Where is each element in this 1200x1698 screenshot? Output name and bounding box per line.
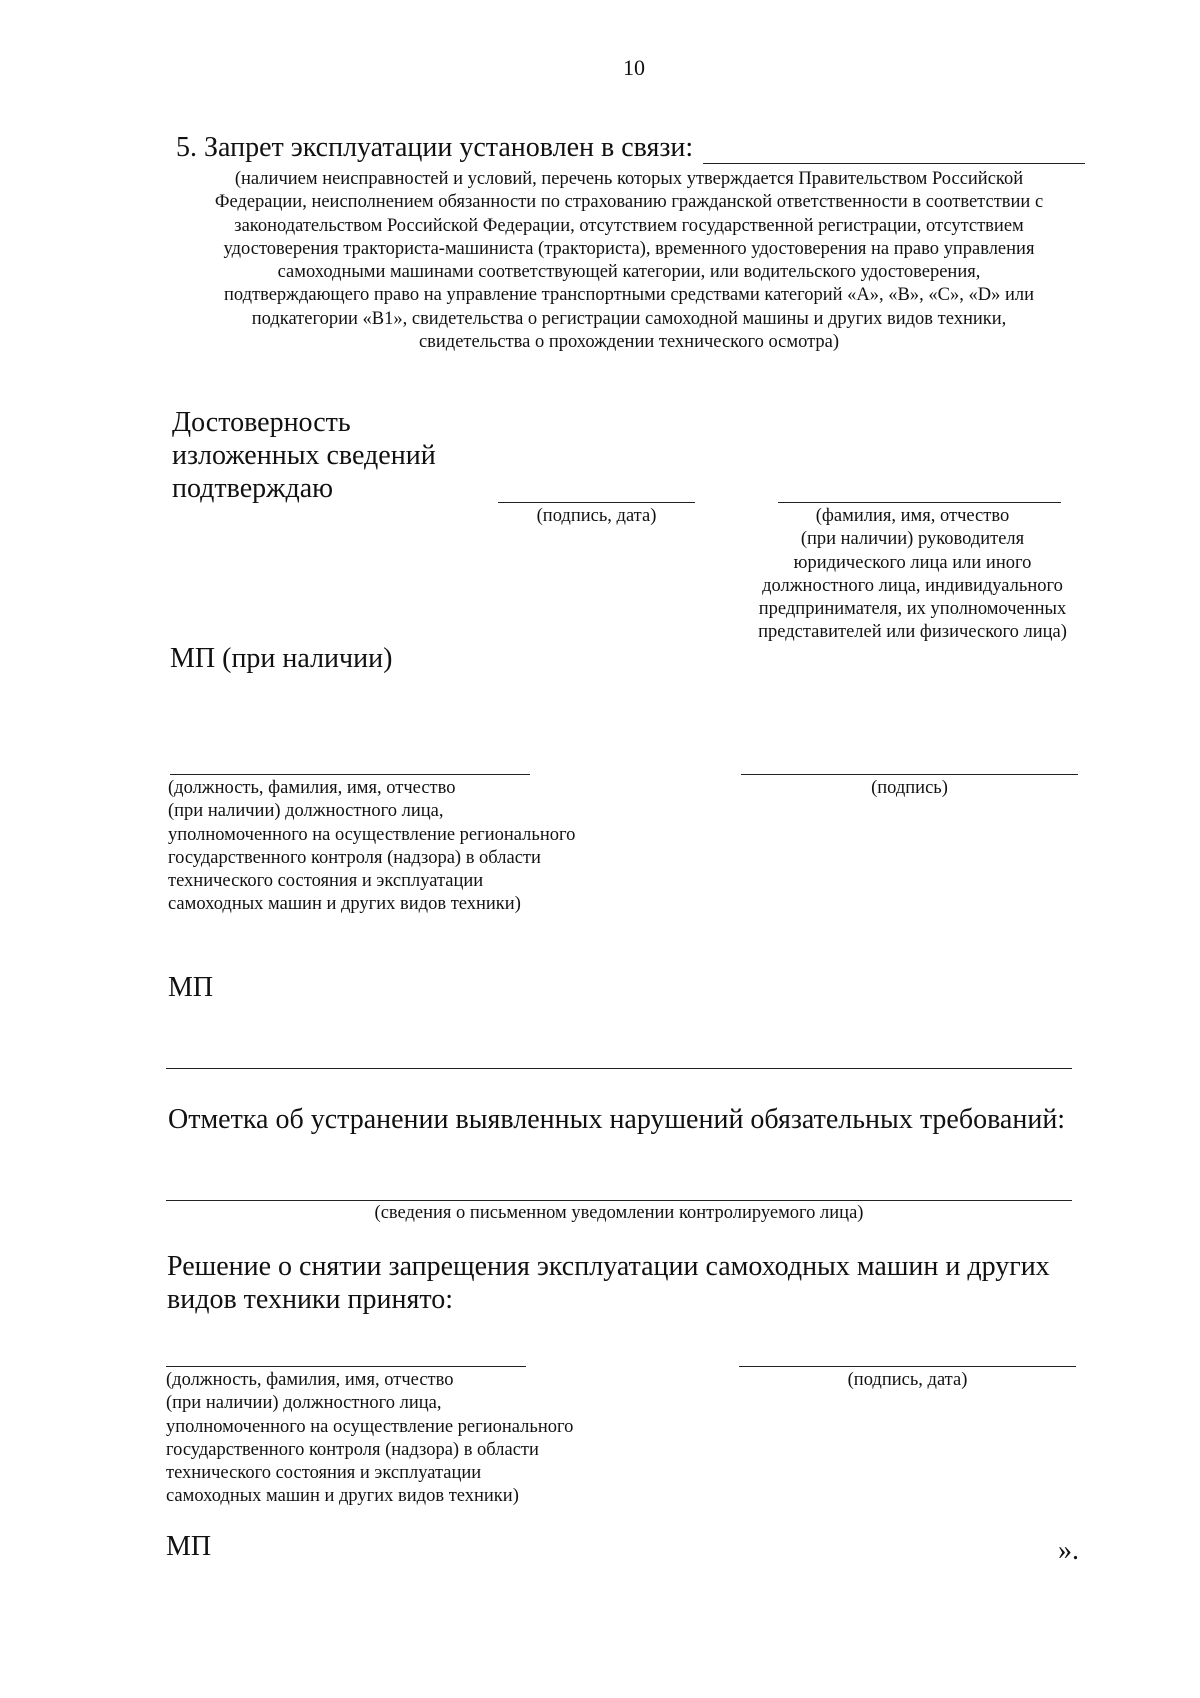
confirm-name-line	[778, 502, 1061, 503]
page-number: 10	[623, 55, 645, 80]
confirm-signature-line	[498, 502, 695, 503]
caption-line: предпринимателя, их уполномоченных	[758, 599, 1067, 620]
remediation-fill-line	[166, 1200, 1072, 1201]
official1-signature-line	[741, 774, 1078, 775]
confirm-line: подтверждаю	[172, 473, 334, 504]
note-line: (наличием неисправностей и условий, перечень которых утверждается Правительством Российской	[234, 169, 1024, 189]
official1-caption	[168, 777, 638, 917]
caption-line: технического состояния и эксплуатации	[166, 1463, 482, 1484]
caption-line: (должность, фамилия, имя, отчество	[168, 778, 456, 798]
section5-fill-line	[703, 163, 1085, 164]
official1-name-line	[170, 774, 530, 775]
official2-signature-caption: (подпись, дата)	[847, 1370, 968, 1390]
confirm-line: Достоверность	[172, 407, 351, 438]
official2-signature-line	[739, 1366, 1076, 1367]
confirm-text	[172, 406, 436, 505]
confirm-name-caption	[730, 505, 1095, 645]
official1-stamp: МП	[168, 972, 214, 1003]
caption-line: государственного контроля (надзора) в области	[168, 847, 541, 868]
caption-line: (при наличии) руководителя	[800, 529, 1025, 550]
caption-line: технического состояния и эксплуатации	[168, 871, 484, 892]
note-line: подкатегории «В1», свидетельства о регистрации самоходной машины и других видов техники,	[251, 308, 1007, 329]
decision-line: Решение о снятии запрещения эксплуатации самоходных машин и других	[167, 1251, 1050, 1282]
note-line: свидетельства о прохождении технического осмотра)	[418, 332, 840, 353]
decision-line: видов техники принято:	[167, 1284, 454, 1315]
decision-title	[167, 1250, 1107, 1316]
caption-line: юридического лица или иного	[793, 552, 1032, 573]
official2-caption	[166, 1369, 636, 1509]
caption-line: должностного лица, индивидуального	[762, 575, 1063, 596]
caption-line: уполномоченного на осуществление регионального	[166, 1416, 574, 1437]
confirm-signature-caption: (подпись, дата)	[536, 506, 657, 526]
caption-line: самоходных машин и других видов техники)	[166, 1486, 519, 1507]
caption-line: уполномоченного на осуществление регионального	[168, 824, 576, 845]
note-line: Федерации, неисполнением обязанности по страхованию гражданской ответственности в соответствии с	[214, 192, 1044, 213]
section5-title: 5. Запрет эксплуатации установлен в связи:	[176, 132, 694, 163]
official2-stamp: МП	[166, 1531, 212, 1562]
caption-line: (при наличии) должностного лица,	[166, 1393, 442, 1414]
caption-line: представителей или физического лица)	[758, 622, 1067, 643]
confirm-line: изложенных сведений	[172, 440, 436, 471]
section5-note	[166, 168, 1092, 354]
caption-line: (фамилия, имя, отчество	[815, 506, 1010, 526]
official2-name-line	[166, 1366, 526, 1367]
separator-line	[166, 1068, 1072, 1069]
remediation-title: Отметка об устранении выявленных нарушений обязательных требований:	[168, 1104, 1066, 1135]
note-line: самоходными машинами соответствующей категории, или водительского удостоверения,	[277, 262, 981, 283]
closing-quote: ».	[1058, 1535, 1079, 1566]
official1-signature-caption: (подпись)	[871, 778, 948, 798]
note-line: законодательством Российской Федерации, отсутствием государственной регистрации, отсутствием	[234, 215, 1024, 236]
stamp-if-any: МП (при наличии)	[170, 643, 393, 674]
caption-line: (при наличии) должностного лица,	[168, 801, 444, 822]
remediation-caption: (сведения о письменном уведомлении контролируемого лица)	[374, 1203, 864, 1223]
caption-line: государственного контроля (надзора) в области	[166, 1439, 539, 1460]
caption-line: (должность, фамилия, имя, отчество	[166, 1370, 454, 1390]
caption-line: самоходных машин и других видов техники)	[168, 894, 521, 915]
note-line: подтверждающего право на управление транспортными средствами категорий «А», «В», «С», «D» или	[223, 285, 1034, 306]
note-line: удостоверения тракториста-машиниста (тракториста), временного удостоверения на право управления	[223, 238, 1035, 259]
